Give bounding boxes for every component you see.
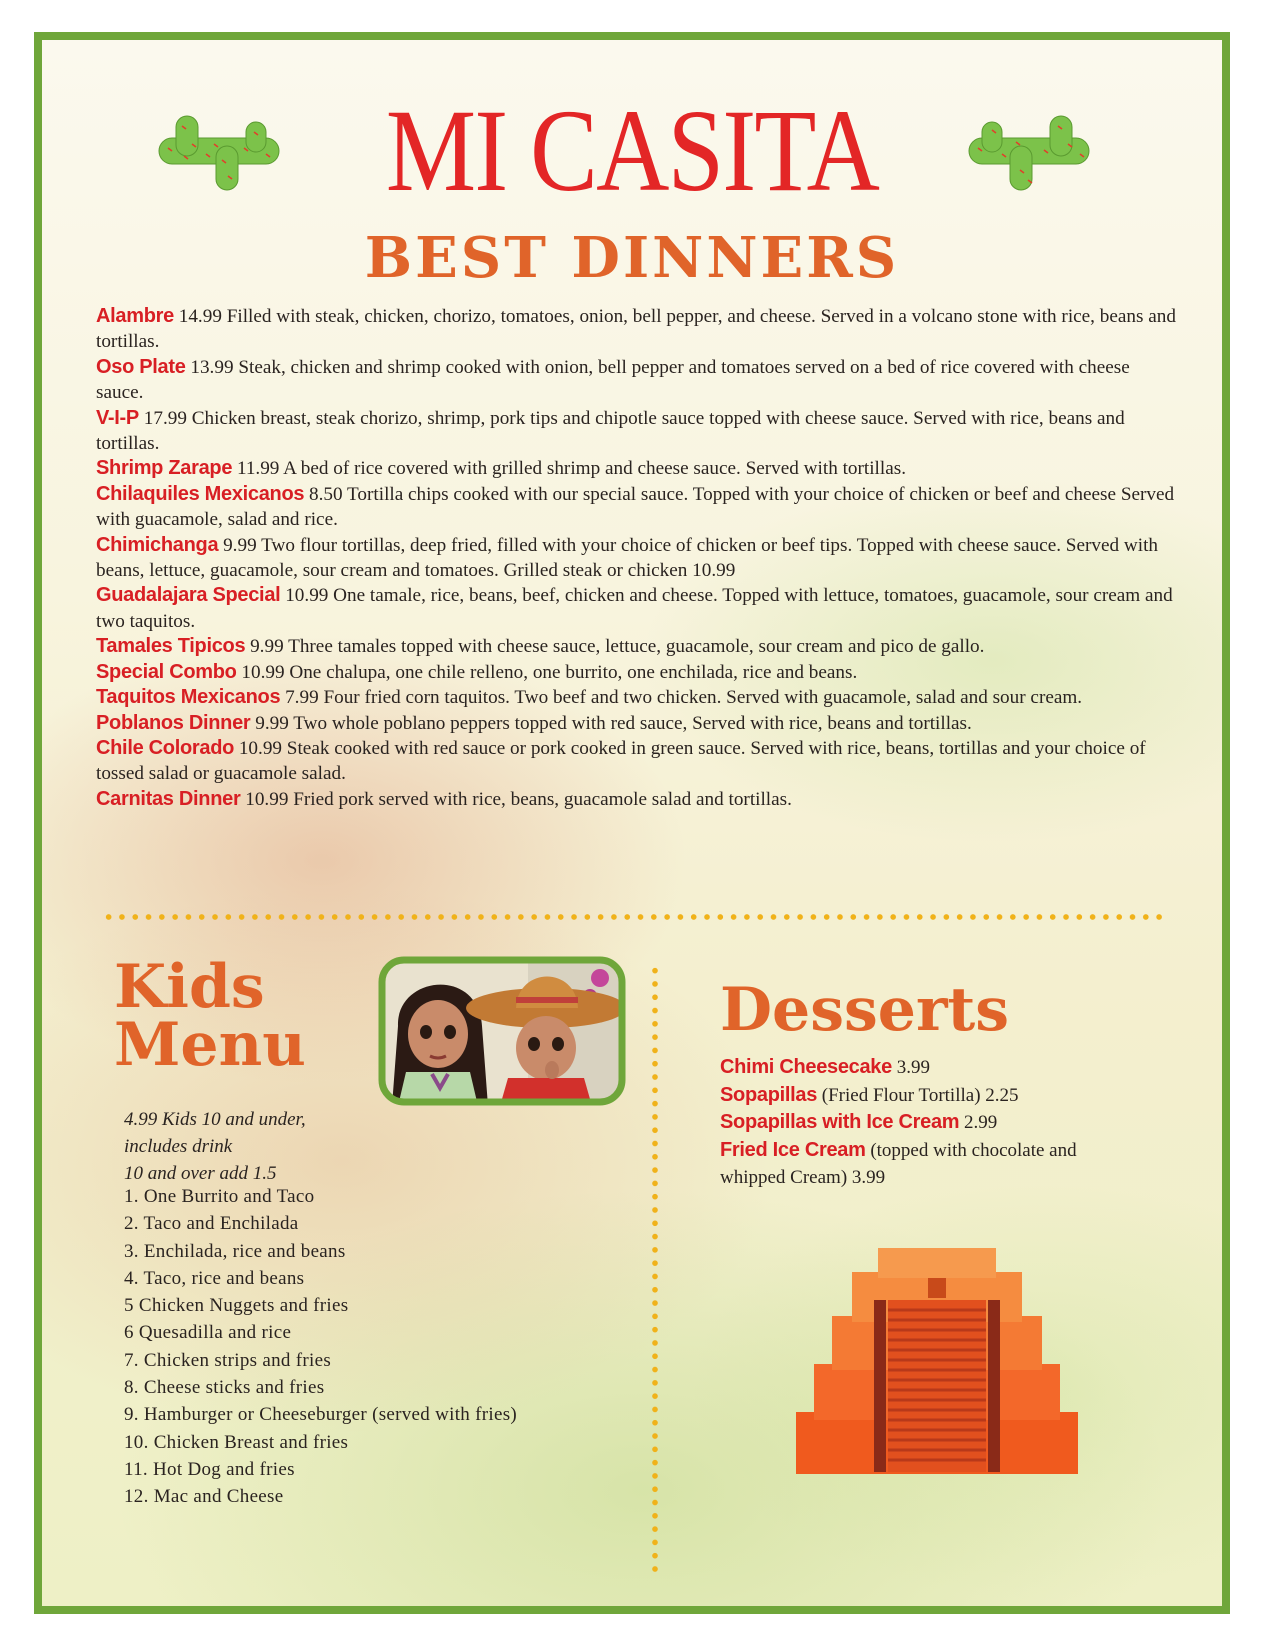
- dinner-description: 10.99 One tamale, rice, beans, beef, chicken and cheese. Topped with lettuce, tomatoes, guacamole, sour cream and two taquitos.: [96, 585, 1173, 632]
- section-title-best-dinners: BEST DINNERS: [364, 225, 900, 291]
- dinner-item: [96, 406, 1176, 457]
- dinner-name: Poblanos Dinner: [96, 711, 251, 734]
- kids-note: includes drink: [124, 1136, 233, 1157]
- kids-menu-item: 10. Chicken Breast and fries: [124, 1431, 349, 1453]
- dinner-description: 10.99 Steak cooked with red sauce or pork cooked in green sauce. Served with rice, beans, tortillas and your choice of tossed salad or guacamole salad.: [96, 737, 1146, 785]
- kids-menu-item: 5 Chicken Nuggets and fries: [124, 1295, 349, 1317]
- dinner-description: 13.99 Steak, chicken and shrimp cooked with onion, bell pepper and tomatoes served on a bed of rice covered with cheese sauce.: [96, 356, 1130, 404]
- dinner-name: Taquitos Mexicanos: [96, 686, 281, 709]
- dinner-description: 10.99 One chalupa, one chile relleno, one burrito, one enchilada, rice and beans.: [241, 661, 858, 683]
- dinner-name: Chile Colorado: [96, 736, 235, 759]
- kids-note: 10 and over add 1.5: [124, 1163, 277, 1184]
- dessert-name: Sopapillas: [720, 1083, 818, 1106]
- desserts-list: [720, 1054, 1140, 1192]
- dessert-name: Chimi Cheesecake: [720, 1056, 892, 1078]
- dinners-list: [96, 304, 1176, 812]
- kids-title-line: Kids: [114, 952, 265, 1022]
- dessert-item: [720, 1137, 1140, 1192]
- dinner-description: 11.99 A bed of rice covered with grilled shrimp and cheese sauce. Served with tortillas.: [236, 458, 906, 480]
- kids-menu-item: 9. Hamburger or Cheeseburger (served with fries): [124, 1404, 518, 1426]
- dinner-item: [96, 660, 1176, 685]
- dinner-name: Tamales Tipicos: [96, 635, 246, 658]
- kids-menu-item: 11. Hot Dog and fries: [124, 1458, 295, 1480]
- dinner-item: [96, 787, 1176, 812]
- kids-menu-item: 6 Quesadilla and rice: [124, 1322, 292, 1344]
- dessert-description: 3.99: [896, 1057, 930, 1078]
- kids-menu-item: 4. Taco, rice and beans: [124, 1267, 305, 1289]
- cactus-icon: [964, 110, 1094, 200]
- dinner-description: 9.99 Two flour tortillas, deep fried, filled with your choice of chicken or beef tips. Topped with cheese sauce. Served with beans, lettuce, guacamole, sour cream and tomatoes. Grilled steak or chicken 10.99: [96, 534, 1158, 582]
- kids-menu-item: 7. Chicken strips and fries: [124, 1349, 332, 1371]
- kids-photo: [378, 956, 626, 1106]
- dinner-item: [96, 355, 1176, 406]
- dessert-description: 2.99: [964, 1112, 998, 1133]
- dessert-description: (Fried Flour Tortilla) 2.25: [821, 1084, 1019, 1106]
- dinner-item: [96, 482, 1176, 533]
- kids-note: 4.99 Kids 10 and under,: [124, 1109, 306, 1130]
- kids-menu-item: 3. Enchilada, rice and beans: [124, 1240, 346, 1262]
- dinner-item: [96, 456, 1176, 481]
- dinner-name: Shrimp Zarape: [96, 457, 233, 480]
- dinner-name: Chimichanga: [96, 533, 219, 556]
- menu-page: [34, 32, 1230, 1614]
- kids-menu-item: 2. Taco and Enchilada: [124, 1213, 299, 1235]
- dinner-item: [96, 634, 1176, 659]
- dinner-name: V-I-P: [96, 406, 139, 429]
- dessert-item: [720, 1054, 1140, 1082]
- kids-title-line: Menu: [114, 1010, 306, 1080]
- desserts-title: Desserts: [720, 975, 1010, 1045]
- dinner-item: [96, 685, 1176, 710]
- dessert-item: [720, 1082, 1140, 1110]
- dessert-name: Sopapillas with Ice Cream: [720, 1111, 960, 1133]
- dinner-item: [96, 711, 1176, 736]
- dinner-name: Guadalajara Special: [96, 584, 281, 607]
- dessert-item: [720, 1109, 1140, 1137]
- dessert-description: (topped with chocolate and whipped Cream) 3.99: [720, 1139, 1077, 1188]
- kids-menu-item: 12. Mac and Cheese: [124, 1486, 284, 1508]
- dinner-name: Chilaquiles Mexicanos: [96, 482, 305, 505]
- kids-menu-item: 1. One Burrito and Taco: [124, 1186, 315, 1207]
- dinner-item: [96, 736, 1176, 787]
- dinner-name: Alambre: [96, 305, 174, 327]
- dinner-description: 8.50 Tortilla chips cooked with our special sauce. Topped with your choice of chicken or beef and cheese Served with guacamole, salad and rice.: [96, 483, 1175, 531]
- kids-menu-item: 8. Cheese sticks and fries: [124, 1377, 325, 1399]
- dotted-divider: [102, 914, 1162, 920]
- dinner-description: 9.99 Three tamales topped with cheese sauce, lettuce, guacamole, sour cream and pico de gallo.: [250, 636, 985, 658]
- dinner-item: [96, 583, 1176, 634]
- dessert-name: Fried Ice Cream: [720, 1138, 866, 1161]
- kids-menu-list: [124, 1183, 517, 1511]
- restaurant-title: MI CASITA: [385, 85, 879, 216]
- dinner-description: 17.99 Chicken breast, steak chorizo, shrimp, pork tips and chipotle sauce topped with cheese sauce. Served with rice, beans and tortillas.: [96, 407, 1125, 455]
- dinner-item: [96, 304, 1176, 355]
- pyramid-icon: [796, 1248, 1078, 1474]
- dinner-description: 10.99 Fried pork served with rice, beans, guacamole salad and tortillas.: [245, 788, 792, 810]
- kids-menu-title: [114, 952, 306, 1080]
- dinner-description: 14.99 Filled with steak, chicken, chorizo, tomatoes, onion, bell pepper, and cheese. Served in a volcano stone with rice, beans and tortillas.: [96, 306, 1176, 353]
- kids-menu-notes: [124, 1106, 306, 1187]
- dinner-name: Special Combo: [96, 660, 237, 683]
- dinner-name: Oso Plate: [96, 355, 186, 378]
- dotted-column-divider: [652, 964, 658, 1576]
- dinner-description: 9.99 Two whole poblano peppers topped with red sauce, Served with rice, beans and tortillas.: [255, 712, 972, 734]
- dinner-item: [96, 533, 1176, 584]
- dinner-name: Carnitas Dinner: [96, 787, 241, 810]
- dinner-description: 7.99 Four fried corn taquitos. Two beef and two chicken. Served with guacamole, salad and sour cream.: [285, 687, 1083, 709]
